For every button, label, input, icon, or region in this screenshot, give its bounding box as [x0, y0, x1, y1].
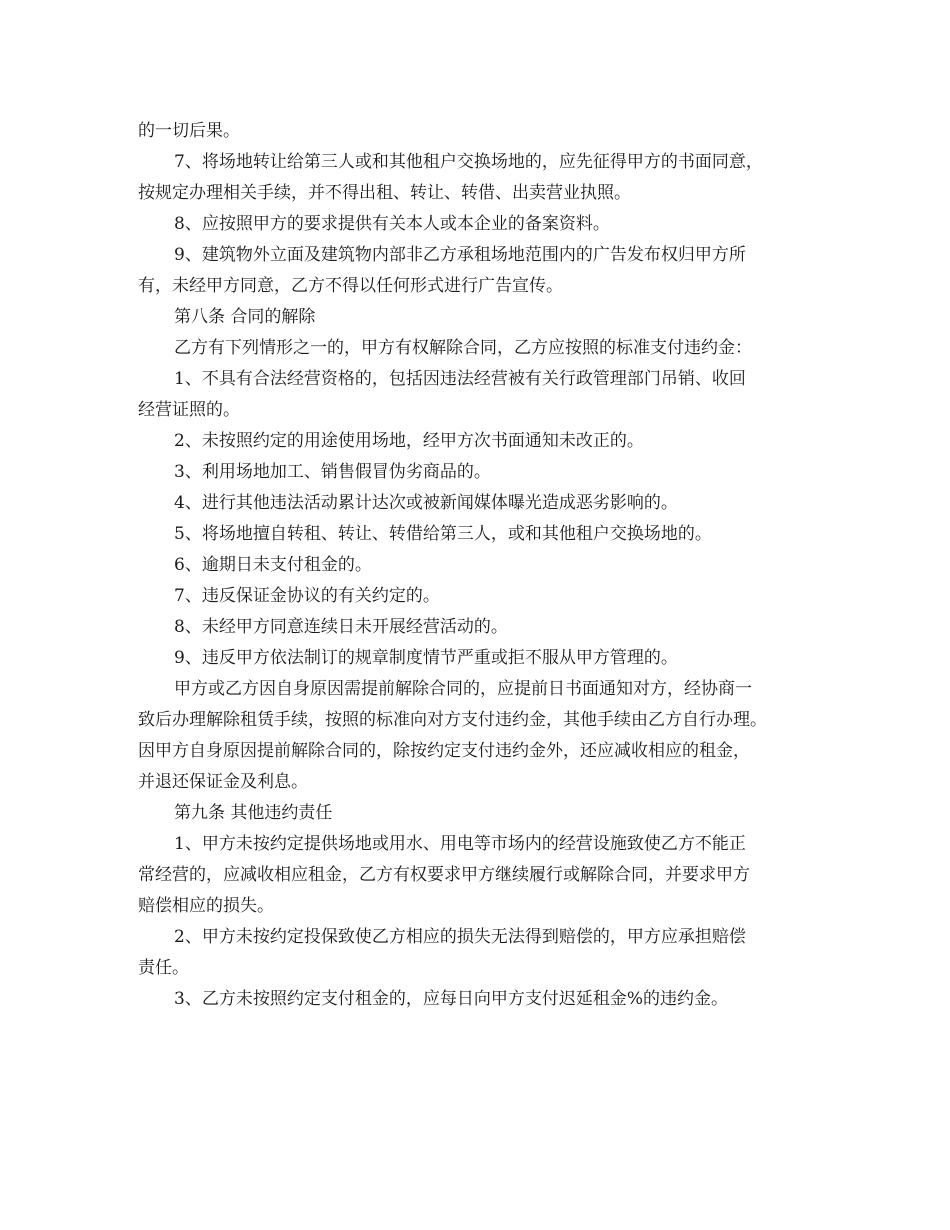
text-line: 4、进行其他违法活动累计达次或被新闻媒体曝光造成恶劣影响的。	[174, 493, 678, 513]
text-line: 按规定办理相关手续，并不得出租、转让、转借、出卖营业执照。	[138, 183, 631, 203]
text-line: 因甲方自身原因提前解除合同的，除按约定支付违约金外，还应减收相应的租金，	[138, 741, 750, 761]
text-line: 乙方有下列情形之一的，甲方有权解除合同，乙方应按照的标准支付违约金：	[174, 338, 752, 358]
text-line: 并退还保证金及利息。	[138, 772, 308, 792]
text-line: 1、不具有合法经营资格的，包括因违法经营被有关行政管理部门吊销、收回	[174, 369, 746, 389]
text-line: 致后办理解除租赁手续，按照的标准向对方支付违约金，其他手续由乙方自行办理。	[138, 710, 767, 730]
section-heading: 第九条 其他违约责任	[174, 803, 333, 823]
section-heading: 第八条 合同的解除	[174, 307, 316, 327]
text-line: 7、将场地转让给第三人或和其他租户交换场地的，应先征得甲方的书面同意，	[174, 152, 763, 172]
text-line: 1、甲方未按约定提供场地或用水、用电等市场内的经营设施致使乙方不能正	[174, 834, 746, 854]
text-line: 7、违反保证金协议的有关约定的。	[174, 586, 440, 606]
text-line: 6、逾期日未支付租金的。	[174, 555, 372, 575]
text-line: 赔偿相应的损失。	[138, 896, 274, 916]
text-line: 5、将场地擅自转租、转让、转借给第三人，或和其他租户交换场地的。	[174, 524, 712, 544]
text-line: 经营证照的。	[138, 400, 240, 420]
text-line: 3、乙方未按照约定支付租金的，应每日向甲方支付迟延租金%的违约金。	[174, 989, 728, 1009]
text-line: 2、甲方未按约定投保致使乙方相应的损失无法得到赔偿的，甲方应承担赔偿	[174, 927, 746, 947]
text-line: 甲方或乙方因自身原因需提前解除合同的，应提前日书面通知对方，经协商一	[174, 679, 752, 699]
text-line: 2、未按照约定的用途使用场地，经甲方次书面通知未改正的。	[174, 431, 644, 451]
text-line: 有，未经甲方同意，乙方不得以任何形式进行广告宣传。	[138, 276, 563, 296]
text-line: 责任。	[138, 958, 189, 978]
text-line: 的一切后果。	[138, 121, 240, 141]
document-body	[138, 116, 818, 1015]
text-line: 8、应按照甲方的要求提供有关本人或本企业的备案资料。	[174, 214, 610, 234]
text-line: 8、未经甲方同意连续日未开展经营活动的。	[174, 617, 508, 637]
text-line: 3、利用场地加工、销售假冒伪劣商品的。	[174, 462, 491, 482]
text-line: 9、违反甲方依法制订的规章制度情节严重或拒不服从甲方管理的。	[174, 648, 678, 668]
text-line: 常经营的，应减收相应租金，乙方有权要求甲方继续履行或解除合同，并要求甲方	[138, 865, 750, 885]
text-line: 9、建筑物外立面及建筑物内部非乙方承租场地范围内的广告发布权归甲方所	[174, 245, 746, 265]
